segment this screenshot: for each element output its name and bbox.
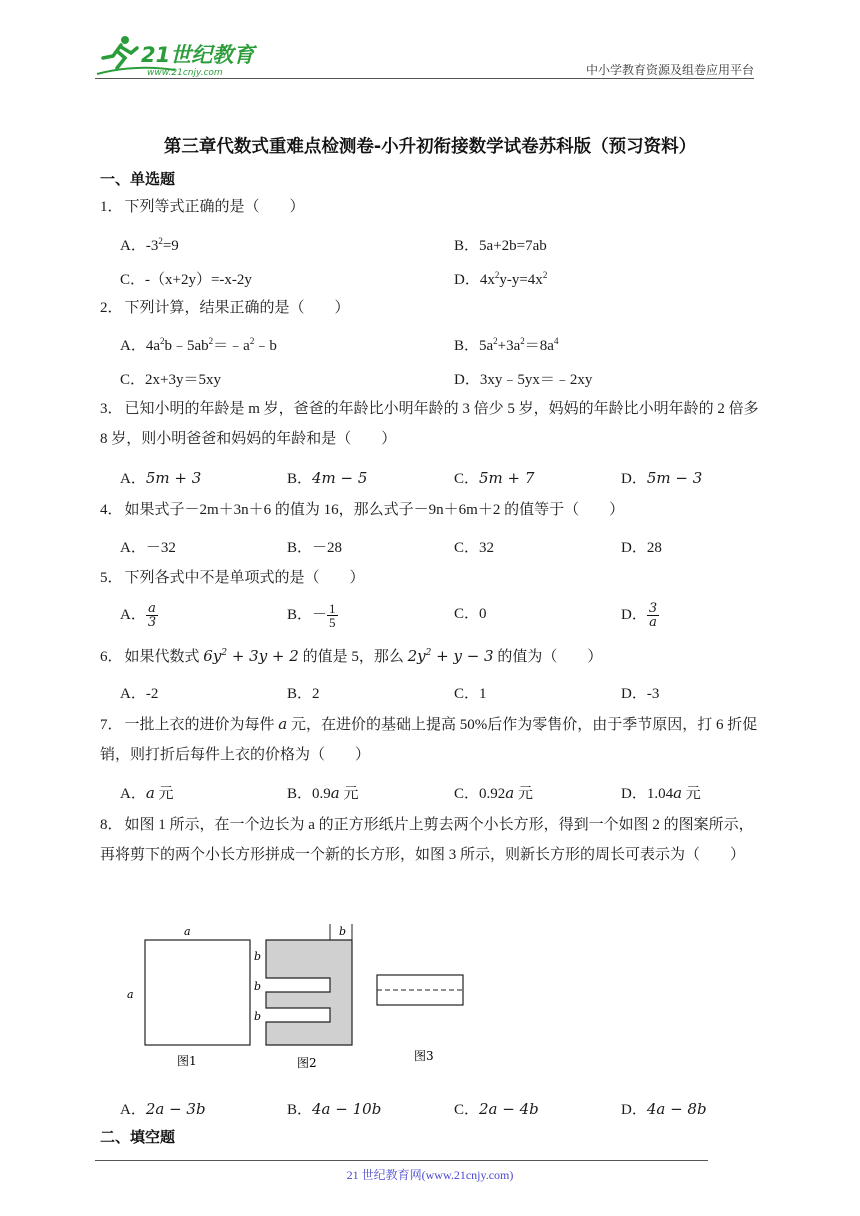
logo-text: 21世纪教育 bbox=[141, 43, 255, 67]
option-c[interactable]: C．32 bbox=[454, 540, 495, 556]
question-4-options bbox=[120, 536, 760, 560]
expression-2: $2y^2 + y - 3$ bbox=[407, 647, 494, 665]
option-c[interactable]: C．-（x+2y）=-x-2y bbox=[120, 272, 252, 288]
question-1-options-2 bbox=[120, 268, 760, 292]
option-d[interactable]: D．5m − 3 bbox=[621, 469, 703, 487]
question-number: 2． bbox=[100, 300, 123, 316]
option-a[interactable]: A．-2 bbox=[120, 686, 159, 702]
logo bbox=[95, 34, 265, 80]
figure-2-label: 图2 bbox=[297, 1056, 317, 1070]
label-a-left: a bbox=[127, 988, 134, 1001]
option-b[interactable]: B．4m − 5 bbox=[287, 469, 368, 487]
label-b-1: b bbox=[254, 950, 262, 963]
cut-square-shape bbox=[266, 940, 352, 1045]
question-number: 6． bbox=[100, 649, 123, 665]
question-text: 下列计算，结果正确的是（ ） bbox=[124, 300, 350, 316]
question-2-options bbox=[120, 334, 760, 358]
question-number: 8． bbox=[100, 817, 123, 833]
section-fill-in: 二、填空题 bbox=[100, 1128, 176, 1146]
figure-3-label: 图3 bbox=[414, 1049, 434, 1063]
option-b[interactable]: B．－28 bbox=[287, 540, 343, 556]
question-4 bbox=[100, 495, 760, 525]
question-1-options bbox=[120, 234, 760, 258]
question-6-options bbox=[120, 682, 760, 706]
footer-divider bbox=[95, 1160, 708, 1161]
option-d[interactable]: D．1.04a 元 bbox=[621, 784, 701, 802]
question-text: 下列各式中不是单项式的是（ ） bbox=[124, 570, 365, 586]
label-b-3: b bbox=[254, 1010, 262, 1023]
platform-name: 中小学教育资源及组卷应用平台 bbox=[585, 63, 754, 77]
option-b[interactable]: B．4a − 10b bbox=[287, 1100, 382, 1118]
label-b-2: b bbox=[254, 980, 262, 993]
option-a[interactable]: A．$4a^2b﹣5ab^2=﹣a^2﹣b$ bbox=[120, 336, 277, 354]
figure-2 bbox=[254, 924, 352, 1070]
option-a[interactable]: A．2a − 3b bbox=[120, 1100, 206, 1118]
question-5 bbox=[100, 563, 760, 593]
question-number: 1． bbox=[100, 199, 123, 215]
option-b[interactable]: B．0.9a 元 bbox=[287, 784, 359, 802]
footer-link[interactable]: 21 世纪教育网(www.21cnjy.com) bbox=[346, 1168, 514, 1182]
square-shape bbox=[145, 940, 250, 1045]
label-a-top: a bbox=[184, 925, 191, 938]
question-number: 4． bbox=[100, 502, 123, 518]
question-text: 如图 1 所示，在一个边长为 a 的正方形纸片上剪去两个小长方形，得到一个如图 2 的图案所示，再将剪下的两个小长方形拼成一个新的长方形，如图 3 所示，则新长方形的周长可表示为（ ） bbox=[100, 817, 754, 863]
question-1 bbox=[100, 192, 760, 222]
question-number: 3． bbox=[100, 401, 123, 417]
option-d[interactable]: D．28 bbox=[621, 540, 662, 556]
expression-1: $6y^2 + 3y + 2$ bbox=[203, 647, 299, 665]
option-c[interactable]: C．2x+3y＝5xy bbox=[120, 372, 221, 388]
question-7: 7． 一批上衣的进价为每件 a 元，在进价的基础上提高 50%后作为零售价，由于季节原因，打 6 折促销，则打折后每件上衣的价格为（ ） bbox=[100, 715, 758, 763]
figure-3 bbox=[377, 975, 463, 1063]
label-b-top: b bbox=[339, 925, 347, 938]
option-a[interactable]: A． $\frac{a}{3}$ bbox=[120, 601, 157, 630]
option-a[interactable]: A．－32 bbox=[120, 540, 176, 556]
option-b[interactable]: B．$5a^2+3a^2=8a^4$ bbox=[454, 336, 559, 354]
question-2 bbox=[100, 293, 760, 323]
option-c[interactable]: C．0.92a 元 bbox=[454, 784, 533, 802]
option-d[interactable]: D．$4x^2y-y=4x^2$ bbox=[454, 270, 548, 288]
question-text: 下列等式正确的是（ ） bbox=[124, 199, 305, 215]
option-b[interactable]: B．2 bbox=[287, 686, 320, 702]
option-d[interactable]: D．3xy﹣5yx＝﹣2xy bbox=[454, 372, 593, 388]
section-single-choice: 一、单选题 bbox=[100, 170, 176, 188]
option-c[interactable]: C．1 bbox=[454, 686, 487, 702]
question-text: 如果式子－2m＋3n＋6 的值为 16，那么式子－9n＋6m＋2 的值等于（ ） bbox=[124, 502, 625, 518]
option-a[interactable]: A．a 元 bbox=[120, 784, 174, 802]
option-c[interactable]: C．0 bbox=[454, 606, 487, 622]
option-c[interactable]: C．2a − 4b bbox=[454, 1100, 539, 1118]
header-divider bbox=[95, 78, 754, 79]
option-a[interactable]: A．5m + 3 bbox=[120, 469, 202, 487]
option-b[interactable]: B．5a+2b=7ab bbox=[454, 238, 547, 254]
option-d[interactable]: D．4a − 8b bbox=[621, 1100, 707, 1118]
option-b[interactable]: B．－ $\frac{1}{5}$ bbox=[287, 601, 336, 630]
question-number: 5． bbox=[100, 570, 123, 586]
question-8-figures bbox=[120, 920, 480, 1070]
figure-1-label: 图1 bbox=[177, 1054, 197, 1068]
option-d[interactable]: D．-3 bbox=[621, 686, 660, 702]
question-8 bbox=[100, 810, 760, 870]
question-6: 6． 如果代数式 $6y^2 + 3y + 2$ 的值是 5，那么 $2y^2 + y - 3$ 的值为（ ） bbox=[100, 647, 603, 665]
option-a[interactable]: A．$-3^2=9$ bbox=[120, 236, 179, 254]
question-number: 7． bbox=[100, 717, 123, 733]
question-8-options bbox=[120, 1098, 760, 1122]
option-d[interactable]: D． $\frac{3}{a}$ bbox=[621, 601, 658, 630]
question-2-options-2 bbox=[120, 368, 760, 392]
figure-1 bbox=[127, 925, 250, 1068]
question-5-options bbox=[120, 602, 760, 632]
question-text: 已知小明的年龄是 m 岁，爸爸的年龄比小明年龄的 3 倍少 5 岁，妈妈的年龄比小明年龄的 2 倍多 8 岁，则小明爸爸和妈妈的年龄和是（ ） bbox=[100, 401, 759, 447]
question-7-options bbox=[120, 782, 760, 806]
question-3-options bbox=[120, 467, 760, 491]
logo-url: www.21cnjy.com bbox=[147, 68, 223, 78]
option-c[interactable]: C．5m + 7 bbox=[454, 469, 535, 487]
page-title: 第三章代数式重难点检测卷-小升初衔接数学试卷苏科版（预习资料） bbox=[163, 137, 697, 157]
question-3 bbox=[100, 394, 760, 454]
